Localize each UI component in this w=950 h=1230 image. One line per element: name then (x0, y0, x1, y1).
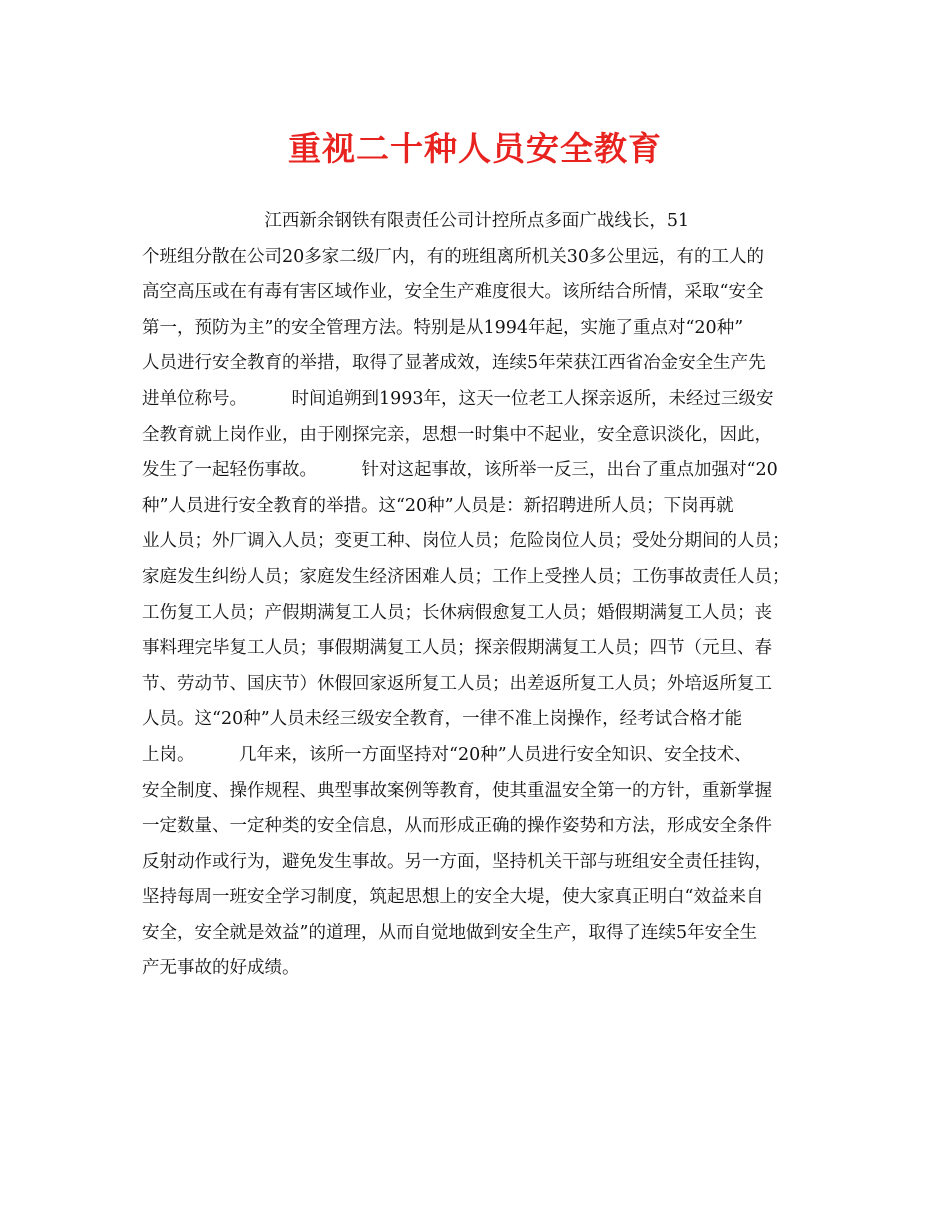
document-title: 重视二十种人员安全教育 (288, 129, 662, 168)
body-line: 人员。这“20种”人员未经三级安全教育，一律不准上岗操作，经考试合格才能 (142, 709, 743, 730)
body-line: 反射动作或行为，避免发生事故。另一方面，坚持机关干部与班组安全责任挂钩， (142, 851, 772, 872)
body-line: 家庭发生纠纷人员；家庭发生经济困难人员；工作上受挫人员；工伤事故责任人员； (142, 566, 790, 587)
body-line: 产无事故的好成绩。 (142, 958, 300, 979)
body-line: 一定数量、一定种类的安全信息，从而形成正确的操作姿势和方法，形成安全条件 (142, 816, 772, 837)
body-line: 坚持每周一班安全学习制度，筑起思想上的安全大堤，使大家真正明白“效益来自 (142, 887, 764, 908)
body-line: 上岗。 几年来，该所一方面坚持对“20种”人员进行安全知识、安全技术、 (142, 744, 752, 765)
body-line: 人员进行安全教育的举措，取得了显著成效，连续5年荣获江西省冶金安全生产先 (142, 353, 766, 374)
body-line: 种”人员进行安全教育的举措。这“20种”人员是：新招聘进所人员；下岗再就 (142, 495, 734, 516)
body-line: 江西新余钢铁有限责任公司计控所点多面广战线长，51 (142, 211, 690, 231)
document-body (142, 204, 822, 987)
body-line: 个班组分散在公司20多家二级厂内，有的班组离所机关30多公里远，有的工人的 (142, 246, 765, 267)
body-line: 节、劳动节、国庆节）休假回家返所复工人员；出差返所复工人员；外培返所复工 (142, 673, 772, 694)
body-line: 工伤复工人员；产假期满复工人员；长休病假愈复工人员；婚假期满复工人员；丧 (142, 602, 772, 623)
body-line: 发生了一起轻伤事故。 针对这起事故，该所举一反三，出台了重点加强对“20 (142, 460, 778, 481)
body-line: 第一，预防为主”的安全管理方法。特别是从1994年起，实施了重点对“20种” (142, 317, 744, 338)
body-line: 业人员；外厂调入人员；变更工种、岗位人员；危险岗位人员；受处分期间的人员； (142, 531, 790, 552)
body-line: 安全，安全就是效益”的道理，从而自觉地做到安全生产，取得了连续5年安全生 (142, 922, 758, 943)
body-line: 高空高压或在有毒有害区域作业，安全生产难度很大。该所结合所情，采取“安全 (142, 282, 764, 303)
body-line: 事料理完毕复工人员；事假期满复工人员；探亲假期满复工人员；四节（元旦、春 (142, 638, 772, 659)
body-line: 安全制度、操作规程、典型事故案例等教育，使其重温安全第一的方针，重新掌握 (142, 780, 772, 801)
body-line: 全教育就上岗作业，由于刚探完亲，思想一时集中不起业，安全意识淡化，因此， (142, 424, 772, 445)
body-line: 进单位称号。 时间追朔到1993年，这天一位老工人探亲返所，未经过三级安 (142, 388, 774, 409)
